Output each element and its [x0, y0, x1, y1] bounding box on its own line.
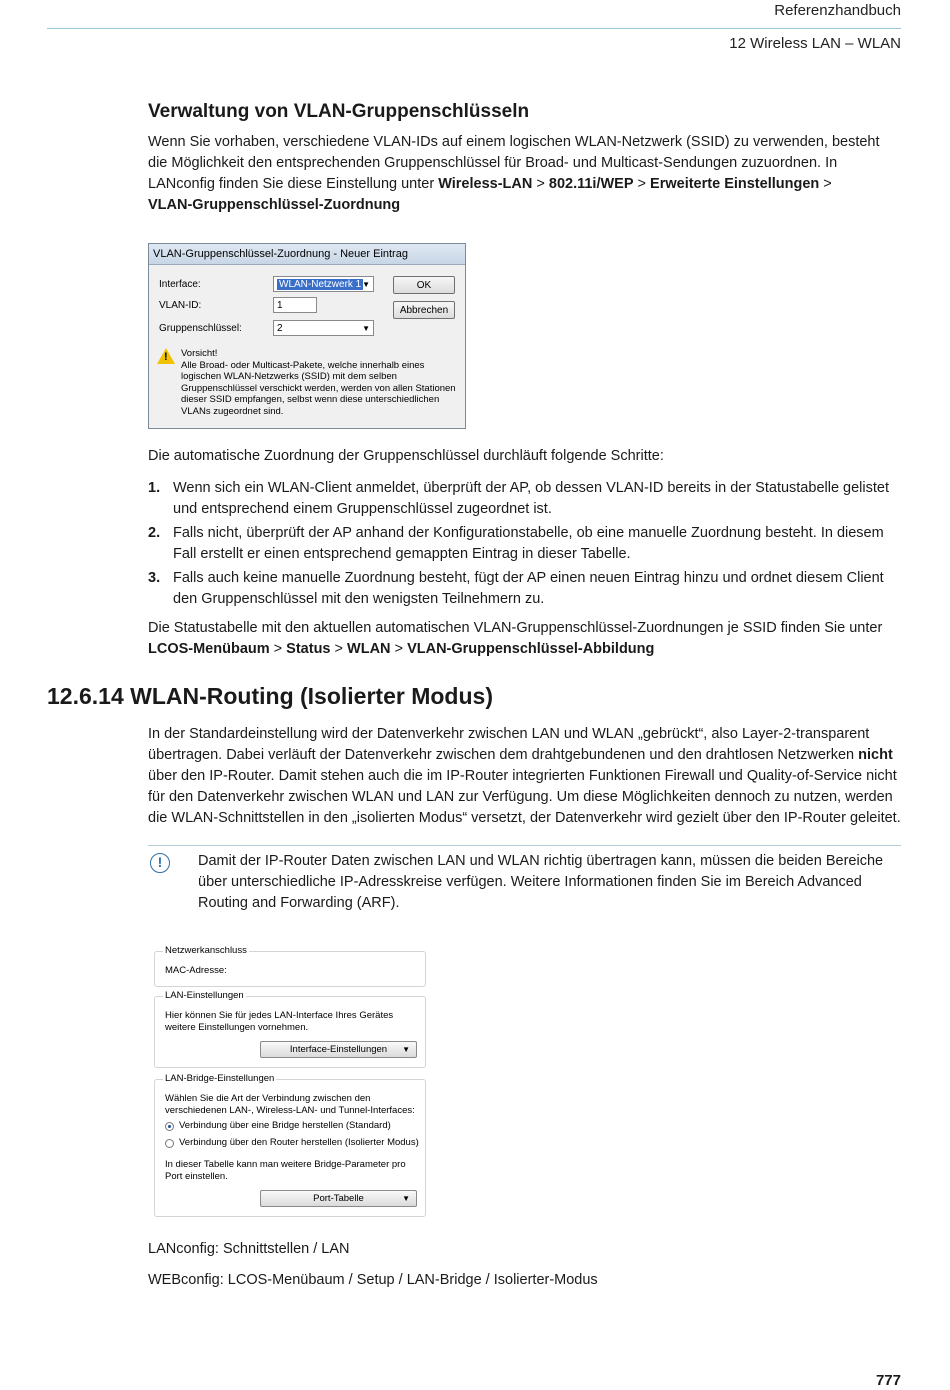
note-divider — [148, 845, 901, 846]
chevron-down-icon: ▼ — [402, 1045, 410, 1054]
menu-path-advanced: Erweiterte Einstellungen — [650, 176, 820, 192]
list-item — [148, 523, 901, 565]
port-table-button[interactable] — [260, 1190, 417, 1207]
interface-settings-button[interactable] — [260, 1041, 417, 1058]
bridge-text: Wählen Sie die Art der Verbindung zwischen den verschiedenen LAN-, Wireless-LAN- und Tunnel-Interfaces: — [165, 1093, 415, 1116]
panel-legend: LAN-Bridge-Einstellungen — [165, 1073, 275, 1084]
group-key-label: Gruppenschlüssel: — [159, 323, 242, 334]
path-separator: > — [330, 641, 348, 657]
step-text: Falls auch keine manuelle Zuordnung besteht, fügt der AP einen neuen Eintrag hinzu und ordnet diesem Client den Gruppenschlüssel mit den wenigsten Teilnehmern zu. — [173, 570, 884, 607]
path-separator: > — [532, 176, 549, 192]
lan-settings-panel — [154, 990, 426, 1068]
routing-text-b: über den IP-Router. Damit stehen auch die im IP-Router integrierten Funktionen Firewall und Quality-of-Service nicht für den Datenverkehr zwischen WLAN und LAN zur Verfügung. Um diese Möglichkeiten dennoch zu nutzen, werden die WLAN-Schnittstellen in den „isolierten Modus“ versetzt, der Datenverkehr wird gezielt über den IP-Router geleitet. — [148, 768, 901, 826]
group-key-value: 2 — [277, 323, 283, 334]
interface-select[interactable] — [273, 276, 374, 292]
webconfig-path: WEBconfig: LCOS-Menübaum / Setup / LAN-Bridge / Isolierter-Modus — [148, 1272, 598, 1288]
routing-text-a: In der Standardeinstellung wird der Datenverkehr zwischen LAN und WLAN „gebrückt“, also Layer-2-transparent übertragen. Dabei verläuft der Datenverkehr zwischen dem drahtgebundenen und den drahtlosen Netzwerken — [148, 726, 870, 763]
step-number: 1. — [148, 480, 161, 496]
page-number: 777 — [875, 1372, 901, 1389]
steps-section — [148, 446, 901, 660]
menu-path-80211i: 802.11i/WEP — [548, 176, 634, 192]
button-label: Port-Tabelle — [313, 1193, 364, 1204]
menu-path-lcos: LCOS-Menübaum — [148, 641, 270, 657]
section-heading-wlan-routing: 12.6.14 WLAN-Routing (Isolierter Modus) — [47, 683, 493, 709]
lan-bridge-panel — [154, 1073, 426, 1217]
intro-text: Wenn Sie vorhaben, verschiedene VLAN-IDs auf einem logischen WLAN-Netzwerk (SSID) zu verwenden, besteht die Möglichkeit den entsprechenden Gruppenschlüssel für Broad- und Multicast-Sendungen zuzuordnen. In LANconfig finden Sie diese Einstellung unter — [148, 134, 880, 192]
menu-path-vlan-key-mapping: VLAN-Gruppenschlüssel-Zuordnung — [148, 197, 401, 213]
group-key-select[interactable] — [273, 320, 374, 336]
dialog-title: VLAN-Gruppenschlüssel-Zuordnung - Neuer Eintrag — [149, 244, 465, 265]
lanconfig-path: LANconfig: Schnittstellen / LAN — [148, 1241, 350, 1257]
radio-router[interactable] — [165, 1139, 174, 1148]
interface-value: WLAN-Netzwerk 1 — [279, 279, 362, 290]
step-text: Wenn sich ein WLAN-Client anmeldet, überprüft der AP, ob dessen VLAN-ID bereits in der Statustabelle gelistet und entsprechend einem Gruppenschlüssel zugeordnet ist. — [173, 480, 889, 517]
step-number: 3. — [148, 570, 161, 586]
path-separator: > — [390, 641, 408, 657]
ok-button[interactable]: OK — [393, 276, 455, 294]
menu-path-status: Status — [286, 641, 331, 657]
radio-bridge-label[interactable]: Verbindung über eine Bridge herstellen (Standard) — [179, 1120, 391, 1131]
note-text: Damit der IP-Router Daten zwischen LAN und WLAN richtig übertragen kann, müssen die beiden Bereiche über unterschiedliche IP-Adresskreise verfügen. Weitere Informationen finden Sie im Bereich Advanced Routing and Forwarding (ARF). — [198, 853, 884, 911]
cancel-button[interactable]: Abbrechen — [393, 301, 455, 319]
path-separator: > — [633, 176, 651, 192]
menu-path-wlan: WLAN — [347, 641, 391, 657]
panel-legend: LAN-Einstellungen — [165, 990, 244, 1001]
vlanid-input[interactable]: 1 — [273, 297, 317, 313]
info-icon: ! — [150, 853, 170, 873]
step-number: 2. — [148, 525, 161, 541]
warning-message — [181, 348, 459, 417]
button-label: Interface-Einstellungen — [289, 1044, 388, 1055]
warning-title: Vorsicht! — [181, 348, 218, 359]
chevron-down-icon: ▼ — [362, 324, 370, 333]
wlan-routing-paragraph — [148, 724, 901, 829]
radio-router-label[interactable]: Verbindung über den Router herstellen (Isolierter Modus) — [179, 1137, 419, 1148]
section-title: Verwaltung von VLAN-Gruppenschlüsseln — [148, 101, 530, 122]
status-text: Die Statustabelle mit den aktuellen automatischen VLAN-Gruppenschlüssel-Zuordnungen je SSID finden Sie unter — [148, 620, 883, 636]
chevron-down-icon: ▼ — [362, 280, 370, 289]
warning-text: Alle Broad- oder Multicast-Pakete, welche innerhalb eines logischen WLAN-Netzwerks (SSID) mit dem selben Gruppenschlüssel verschickt werden, werden von allen Stationen dieser SSID empfangen, selbst wenn diese unterschiedlichen VLANs zugeordnet sind. — [181, 359, 456, 417]
network-connection-panel — [154, 945, 426, 987]
status-table-paragraph — [148, 618, 901, 660]
section-vlan-keys — [148, 101, 901, 216]
path-separator: > — [819, 176, 832, 192]
menu-path-wireless-lan: Wireless-LAN — [438, 176, 533, 192]
steps-intro: Die automatische Zuordnung der Gruppenschlüssel durchläuft folgende Schritte: — [148, 448, 664, 464]
vlanid-label: VLAN-ID: — [159, 300, 202, 311]
wlan-routing-section — [148, 724, 901, 829]
warning-icon: ! — [157, 348, 175, 364]
list-item — [148, 568, 901, 610]
step-text: Falls nicht, überprüft der AP anhand der Konfigurationstabelle, ob eine manuelle Zuordnung besteht. In diesem Fall erstellt er einen entsprechend gemappten Eintrag in dieser Tabelle. — [173, 525, 884, 562]
radio-bridge[interactable] — [165, 1122, 174, 1131]
header-book-title: Referenzhandbuch — [774, 2, 901, 19]
header-divider — [47, 28, 901, 29]
section-intro-paragraph — [148, 132, 901, 216]
vlan-key-dialog — [148, 243, 466, 429]
chevron-down-icon: ▼ — [402, 1194, 410, 1203]
list-item — [148, 478, 901, 520]
routing-text-bold: nicht — [858, 747, 893, 763]
panel-legend: Netzwerkanschluss — [165, 945, 247, 956]
interface-label: Interface: — [159, 279, 201, 290]
path-separator: > — [269, 641, 287, 657]
lan-settings-text: Hier können Sie für jedes LAN-Interface Ihres Gerätes weitere Einstellungen vornehmen. — [165, 1010, 394, 1033]
mac-address-label: MAC-Adresse: — [165, 965, 227, 976]
menu-path-vlan-key-map: VLAN-Gruppenschlüssel-Abbildung — [407, 641, 655, 657]
header-chapter: 12 Wireless LAN – WLAN — [729, 35, 901, 52]
steps-list — [148, 478, 901, 610]
port-table-text: In dieser Tabelle kann man weitere Bridge-Parameter pro Port einstellen. — [165, 1159, 406, 1182]
